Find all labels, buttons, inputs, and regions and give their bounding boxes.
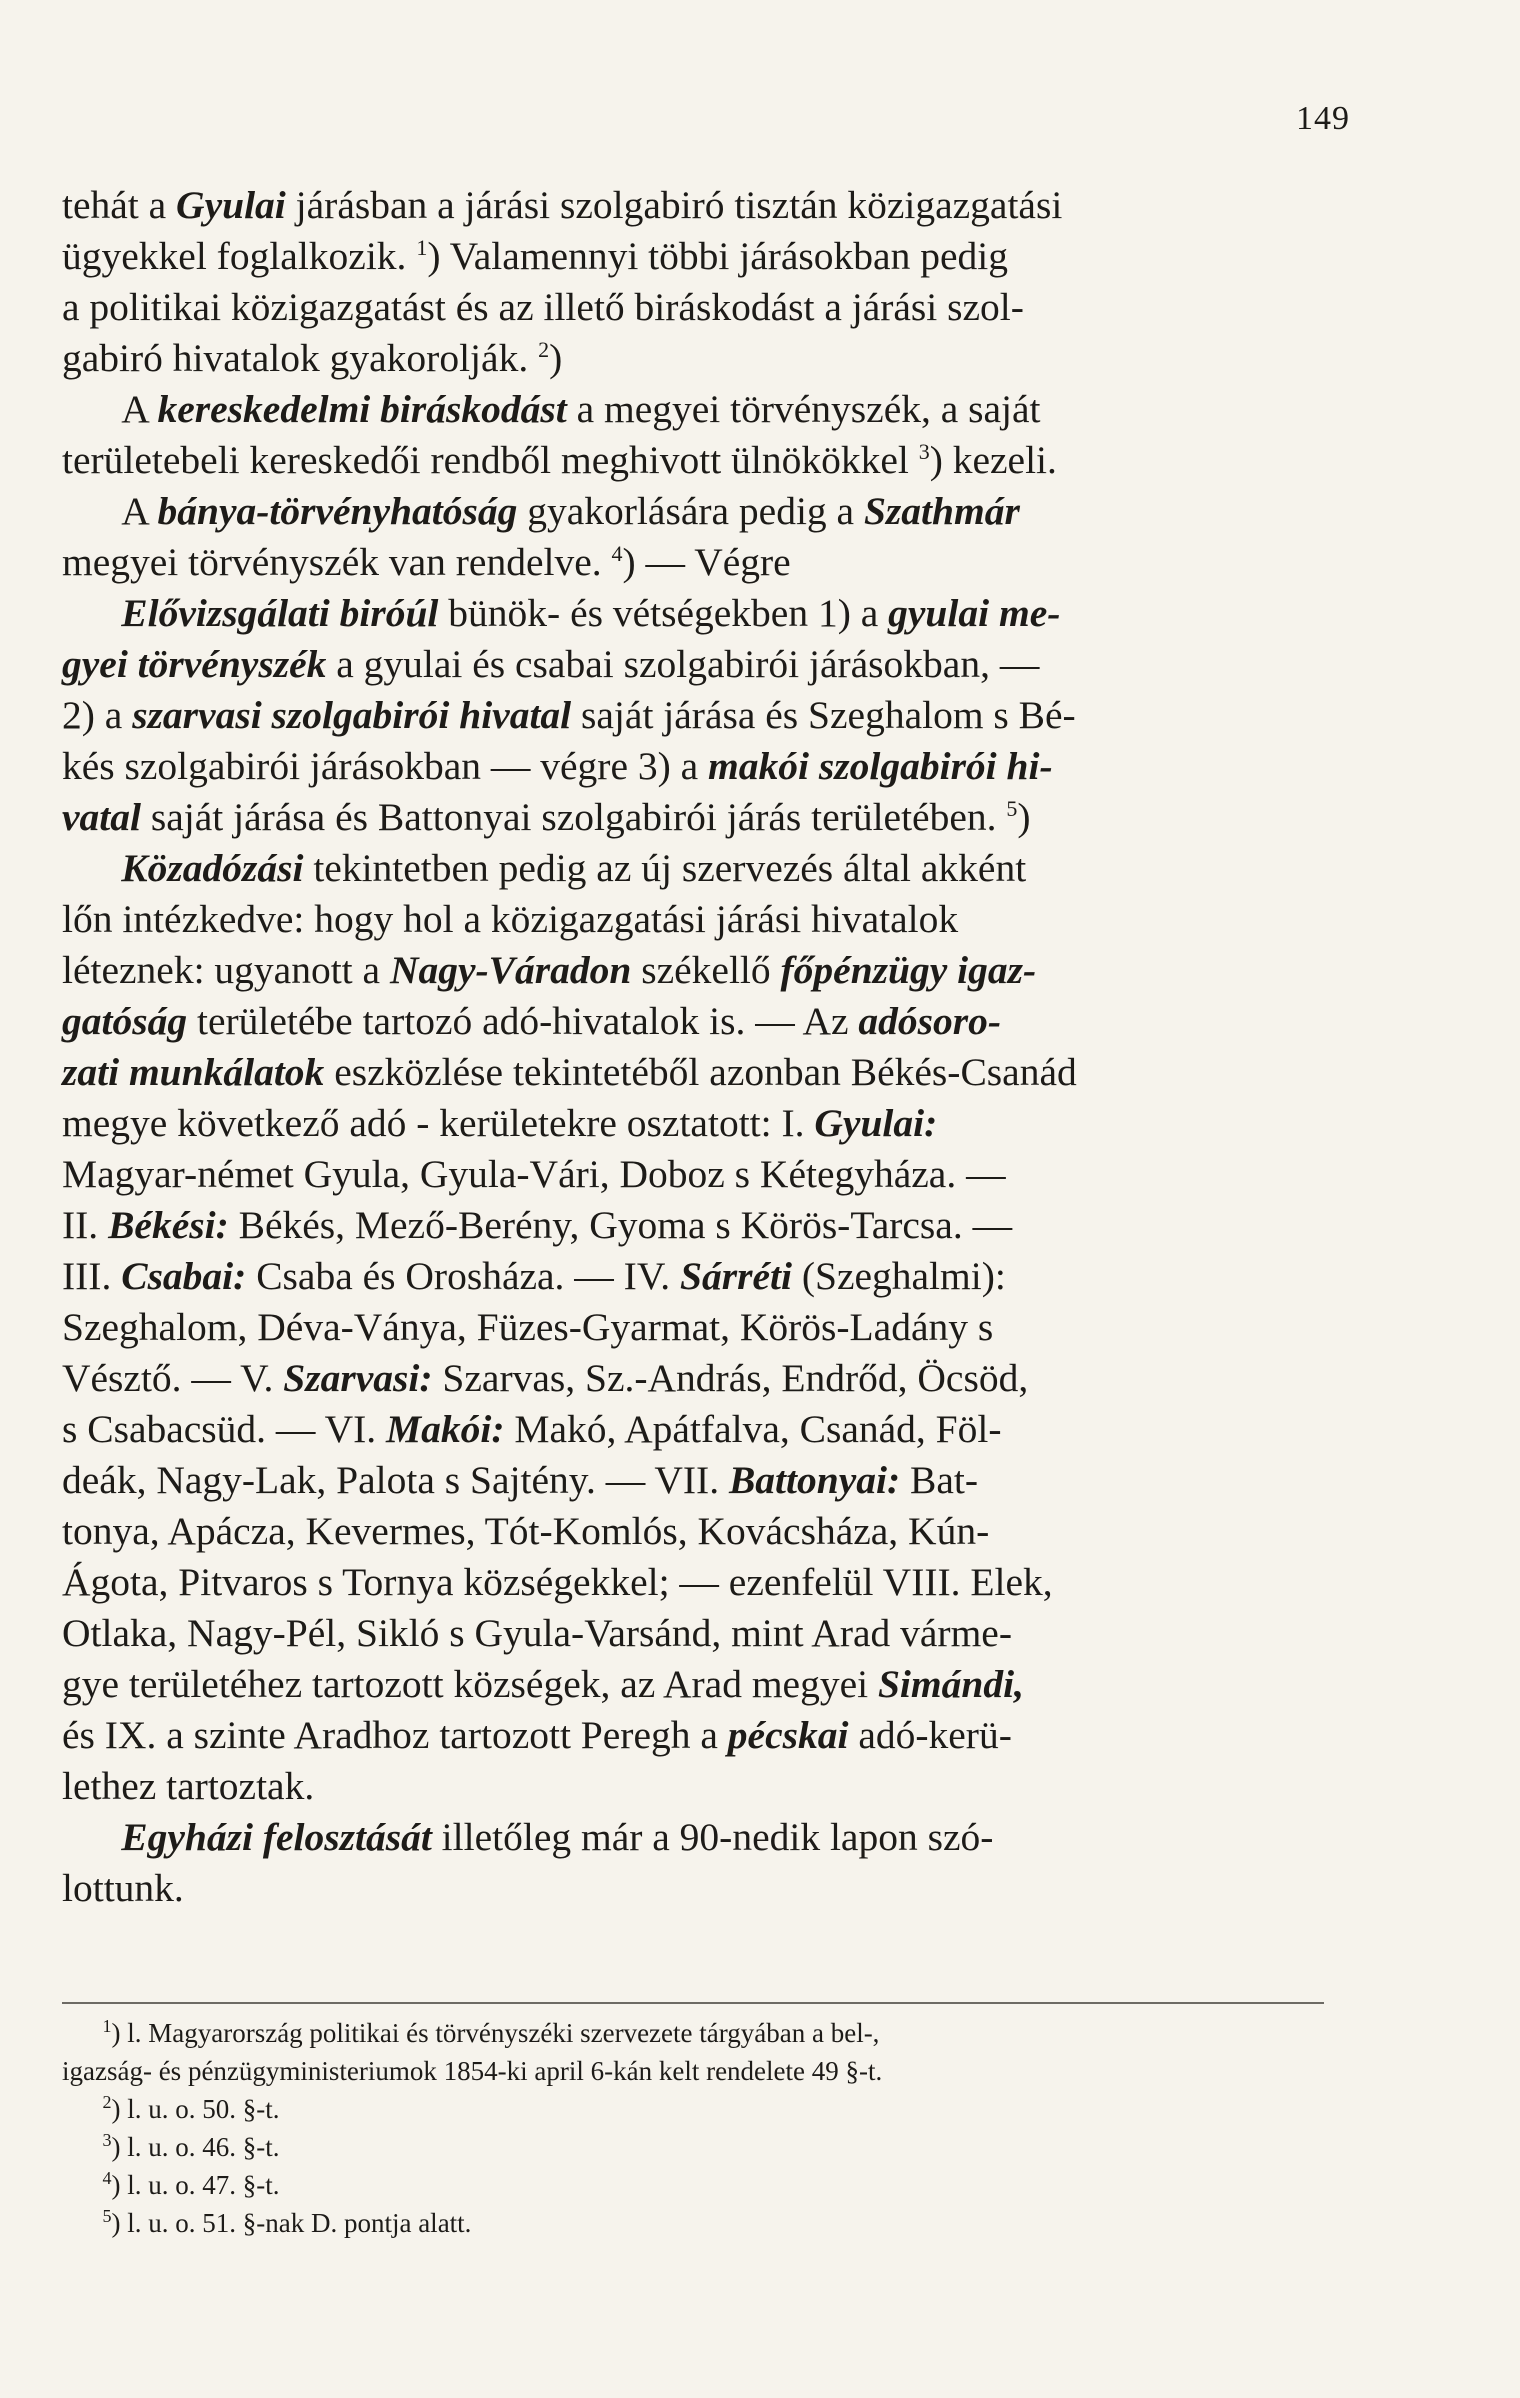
footnote-line — [62, 2128, 1324, 2166]
text-segment: Csaba és Orosháza. — IV. — [246, 1254, 680, 1298]
text-segment: (Szeghalmi): — [791, 1254, 1006, 1298]
text-segment: a gyulai és csabai szolgabirói járásokban, — — [326, 642, 1040, 686]
text-segment: ) l. Magyarország politikai és törvényszéki szervezete tárgyában a bel-, — [111, 2018, 880, 2048]
text-segment: III. — [62, 1254, 122, 1298]
footnotes — [62, 2002, 1324, 2242]
text-line — [62, 435, 1324, 486]
italic-text: Battonyai: — [728, 1458, 901, 1502]
text-line — [62, 588, 1324, 639]
text-line — [62, 639, 1324, 690]
text-segment: területébe tartozó adó-hivatalok is. — Az — [187, 999, 859, 1043]
text-line — [62, 384, 1324, 435]
text-segment: tonya, Apácza, Kevermes, Tót-Komlós, Kovácsháza, Kún- — [62, 1509, 990, 1553]
text-segment: ) — [1017, 795, 1031, 839]
text-segment: saját járása és Szeghalom s Bé- — [571, 693, 1076, 737]
text-line — [62, 486, 1324, 537]
italic-text: Gyulai: — [814, 1101, 938, 1145]
footnote-marker: 1 — [102, 2016, 112, 2036]
italic-text: pécskai — [727, 1713, 849, 1757]
text-segment: kés szolgabirói járásokban — végre 3) a — [62, 744, 709, 788]
text-segment: deák, Nagy-Lak, Palota s Sajtény. — VII. — [62, 1458, 729, 1502]
italic-text: gatóság — [62, 999, 188, 1043]
italic-text: főpénzügy igaz- — [780, 948, 1037, 992]
italic-text: zati munkálatok — [62, 1050, 325, 1094]
text-segment — [62, 2018, 103, 2048]
footnote-marker: 2 — [102, 2092, 112, 2112]
text-segment: székellő — [631, 948, 781, 992]
footnote-marker: 2 — [538, 336, 550, 362]
text-segment: ügyekkel foglalkozik. — [62, 234, 417, 278]
text-segment: Bat- — [900, 1458, 979, 1502]
text-line — [62, 231, 1324, 282]
text-segment: lottunk. — [62, 1866, 184, 1910]
text-segment: lőn intézkedve: hogy hol a közigazgatási járási hivatalok — [62, 897, 959, 941]
text-line — [62, 1047, 1324, 1098]
text-line — [62, 1149, 1324, 1200]
text-segment: Békés, Mező-Berény, Gyoma s Körös-Tarcsa. — — [228, 1203, 1013, 1247]
italic-text: Szathmár — [863, 489, 1020, 533]
text-segment: a politikai közigazgatást és az illető biráskodást a járási szol- — [62, 285, 1024, 329]
footnote-marker: 1 — [416, 234, 428, 260]
text-segment: tekintetben pedig az új szervezés által akként — [303, 846, 1027, 890]
text-segment — [62, 2170, 103, 2200]
text-line — [62, 1251, 1324, 1302]
text-line — [62, 843, 1324, 894]
italic-text: vatal — [62, 795, 141, 839]
text-line — [62, 894, 1324, 945]
text-segment: ) — [549, 336, 563, 380]
italic-text: szarvasi szolgabirói hivatal — [132, 693, 572, 737]
footnote-line — [62, 2166, 1324, 2204]
text-segment — [62, 2208, 103, 2238]
italic-text: Simándi, — [877, 1662, 1024, 1706]
italic-text: Békési: — [108, 1203, 229, 1247]
text-line — [62, 1302, 1324, 1353]
italic-text: gyei törvényszék — [62, 642, 327, 686]
italic-text: Közadózási — [121, 846, 304, 890]
text-segment: ) l. u. o. 51. §-nak D. pontja alatt. — [111, 2208, 472, 2238]
footnote-line — [62, 2090, 1324, 2128]
text-segment: ) Valamennyi többi járásokban pedig — [427, 234, 1008, 278]
footnote-marker: 5 — [1006, 795, 1018, 821]
text-line — [62, 1659, 1324, 1710]
text-line — [62, 1098, 1324, 1149]
text-segment — [62, 1815, 121, 1859]
text-line — [62, 1200, 1324, 1251]
footnote-marker: 4 — [611, 540, 623, 566]
text-segment: Vésztő. — V. — [62, 1356, 284, 1400]
text-segment — [62, 591, 121, 635]
text-line — [62, 996, 1324, 1047]
footnote-marker: 5 — [102, 2206, 112, 2226]
text-segment — [62, 2132, 103, 2162]
text-segment: Otlaka, Nagy-Pél, Sikló s Gyula-Varsánd, mint Arad várme- — [62, 1611, 1012, 1655]
text-segment: A — [62, 489, 158, 533]
text-segment: eszközlése tekintetéből azonban Békés-Csanád — [324, 1050, 1077, 1094]
text-line — [62, 792, 1324, 843]
text-line — [62, 741, 1324, 792]
italic-text: Egyházi felosztását — [121, 1815, 432, 1859]
text-segment: léteznek: ugyanott a — [62, 948, 390, 992]
italic-text: kereskedelmi biráskodást — [157, 387, 567, 431]
footnote-line — [62, 2052, 1324, 2090]
text-segment: s Csabacsüd. — VI. — [62, 1407, 387, 1451]
text-segment: 2) a — [62, 693, 133, 737]
text-line — [62, 333, 1324, 384]
text-segment: tehát a — [62, 183, 177, 227]
text-line — [62, 1710, 1324, 1761]
text-segment: gyakorlására pedig a — [517, 489, 864, 533]
text-line — [62, 282, 1324, 333]
text-line — [62, 537, 1324, 588]
text-segment: területebeli kereskedői rendből meghivott ülnökökkel — [62, 438, 919, 482]
text-segment: saját járása és Battonyai szolgabirói járás területében. — [140, 795, 1007, 839]
text-segment: adó-kerü- — [848, 1713, 1012, 1757]
text-segment: gabiró hivatalok gyakorolják. — [62, 336, 539, 380]
italic-text: adósoro- — [858, 999, 1002, 1043]
text-segment: Magyar-német Gyula, Gyula-Vári, Doboz s Kétegyháza. — — [62, 1152, 1006, 1196]
text-line — [62, 690, 1324, 741]
text-segment: lethez tartoztak. — [62, 1764, 315, 1808]
text-line — [62, 1455, 1324, 1506]
text-line — [62, 1404, 1324, 1455]
text-segment: II. — [62, 1203, 109, 1247]
text-line — [62, 1608, 1324, 1659]
footnote-marker: 3 — [918, 438, 930, 464]
italic-text: bánya-törvényhatóság — [157, 489, 518, 533]
italic-text: makói szolgabirói hi- — [708, 744, 1053, 788]
footnote-marker: 3 — [102, 2130, 112, 2150]
text-segment: Szeghalom, Déva-Ványa, Füzes-Gyarmat, Körös-Ladány s — [62, 1305, 994, 1349]
text-segment: járásban a járási szolgabiró tisztán közigazgatási — [285, 183, 1063, 227]
text-segment — [62, 846, 121, 890]
text-line — [62, 1761, 1324, 1812]
footnote-line — [62, 2204, 1324, 2242]
text-line — [62, 1557, 1324, 1608]
text-segment: bünök- és vétségekben 1) a — [438, 591, 889, 635]
text-segment: Szarvas, Sz.-András, Endrőd, Öcsöd, — [432, 1356, 1029, 1400]
text-segment: A — [62, 387, 158, 431]
italic-text: Sárréti — [680, 1254, 792, 1298]
text-segment: és IX. a szinte Aradhoz tartozott Peregh a — [62, 1713, 728, 1757]
italic-text: Nagy-Váradon — [389, 948, 632, 992]
text-segment: Makó, Apátfalva, Csanád, Föl- — [504, 1407, 1002, 1451]
footnote-rule-gap — [62, 2004, 1324, 2014]
text-segment: megye következő adó - kerületekre osztatott: I. — [62, 1101, 815, 1145]
italic-text: Elővizsgálati biróúl — [121, 591, 439, 635]
text-segment: Ágota, Pitvaros s Tornya községekkel; — ezenfelül VIII. Elek, — [62, 1560, 1053, 1604]
text-segment — [62, 2094, 103, 2124]
footnote-line — [62, 2014, 1324, 2052]
text-segment: illetőleg már a 90-nedik lapon szó- — [431, 1815, 994, 1859]
text-segment: ) l. u. o. 46. §-t. — [111, 2132, 280, 2162]
text-line — [62, 1812, 1324, 1863]
italic-text: Makói: — [386, 1407, 505, 1451]
text-segment: ) — Végre — [622, 540, 791, 584]
footnote-marker: 4 — [102, 2168, 112, 2188]
italic-text: gyulai me- — [888, 591, 1061, 635]
text-segment: gye területéhez tartozott községek, az Arad megyei — [62, 1662, 878, 1706]
text-segment: ) kezeli. — [929, 438, 1057, 482]
italic-text: Csabai: — [121, 1254, 247, 1298]
text-segment: megyei törvényszék van rendelve. — [62, 540, 612, 584]
text-segment: ) l. u. o. 47. §-t. — [111, 2170, 280, 2200]
body-text — [62, 180, 1324, 1914]
italic-text: Szarvasi: — [283, 1356, 433, 1400]
text-line — [62, 1353, 1324, 1404]
text-segment: igazság- és pénzügyministeriumok 1854-ki april 6-kán kelt rendelete 49 §-t. — [62, 2056, 883, 2086]
text-line — [62, 1506, 1324, 1557]
text-segment: a megyei törvényszék, a saját — [566, 387, 1041, 431]
text-line — [62, 945, 1324, 996]
text-line — [62, 1863, 1324, 1914]
text-segment: ) l. u. o. 50. §-t. — [111, 2094, 280, 2124]
page-number: 149 — [1296, 100, 1350, 137]
text-line — [62, 180, 1324, 231]
italic-text: Gyulai — [176, 183, 286, 227]
